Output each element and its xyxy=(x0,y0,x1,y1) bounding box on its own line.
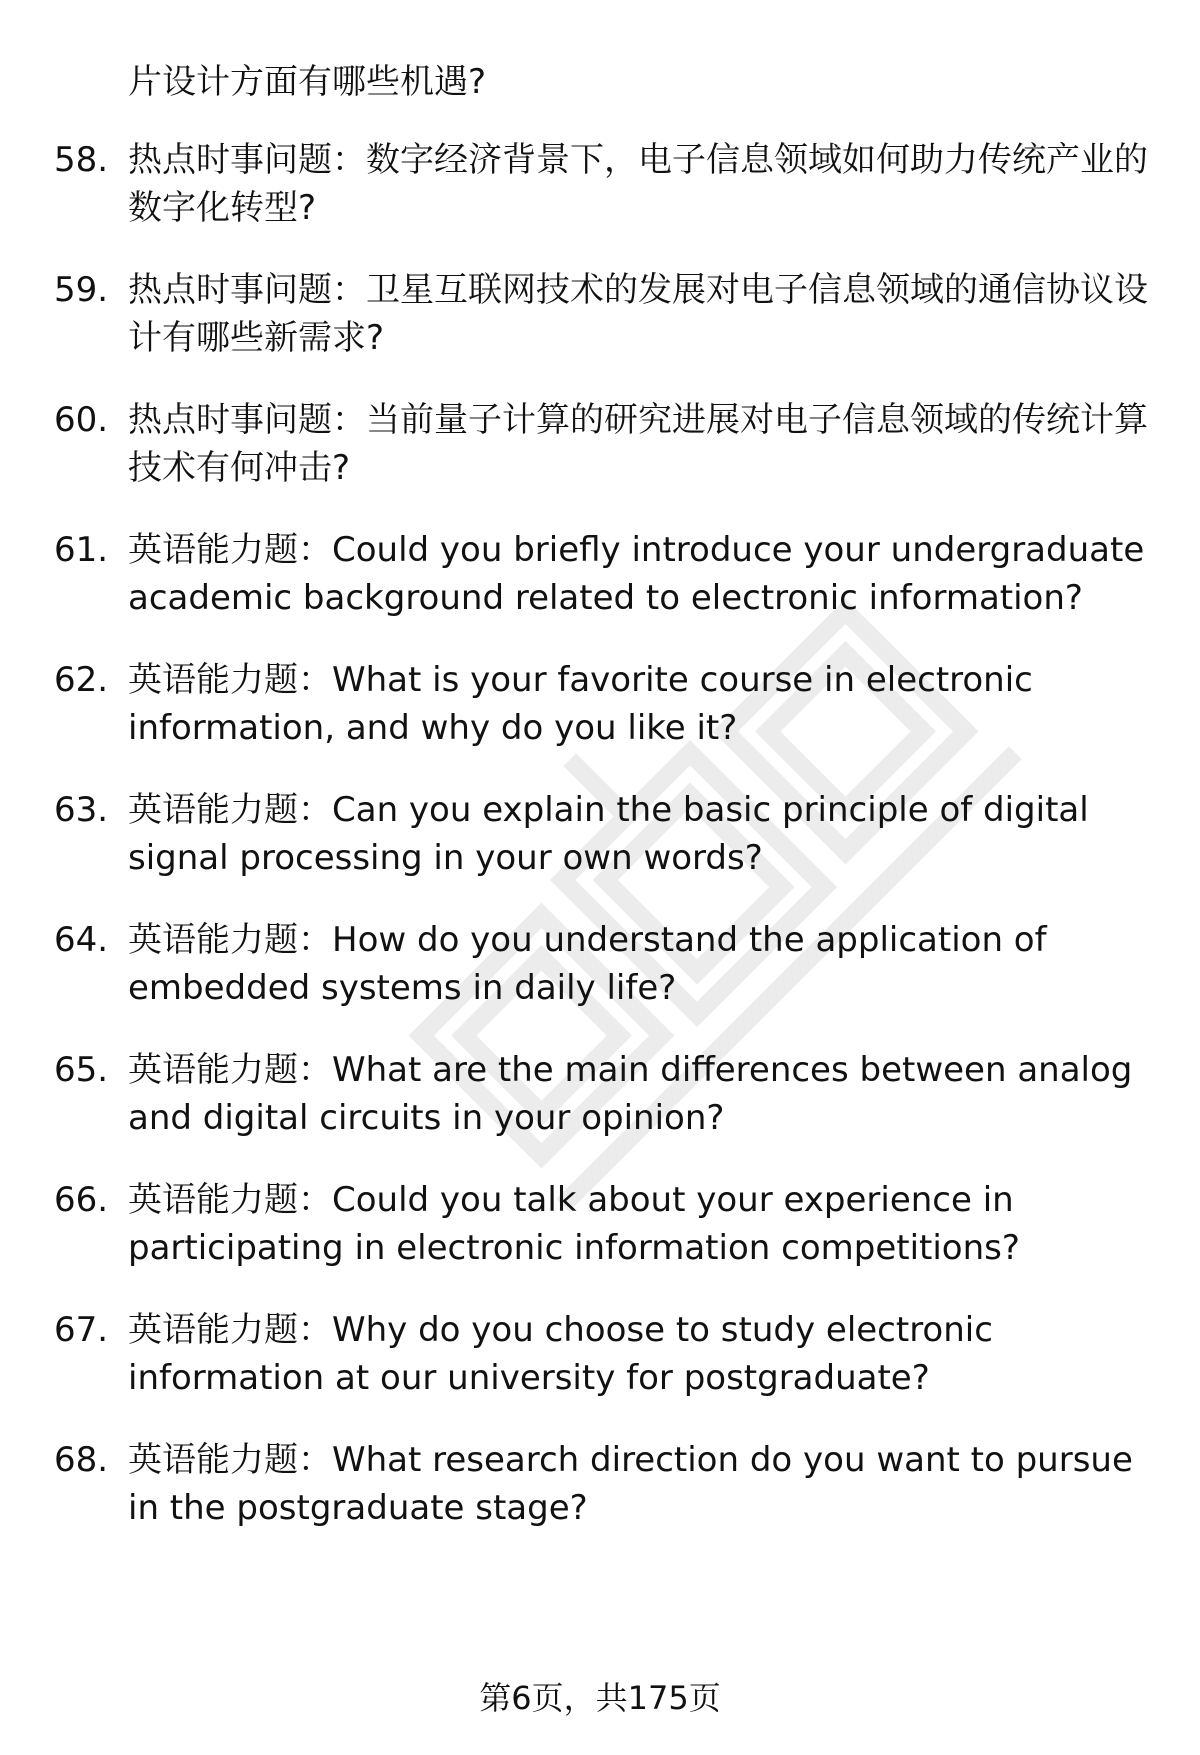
list-item xyxy=(0,786,1200,882)
question-text: 英语能力题：Why do you choose to study electronic information at our university for postgraduate? xyxy=(128,1310,993,1398)
question-number: 63. xyxy=(54,790,109,830)
question-number: 65. xyxy=(54,1050,109,1090)
question-text: 英语能力题：What is your favorite course in electronic information, and why do you like it? xyxy=(128,660,1033,748)
question-text: 英语能力题：Could you briefly introduce your undergraduate academic background related to electronic information? xyxy=(128,530,1145,618)
question-text: 热点时事问题：当前量子计算的研究进展对电子信息领域的传统计算技术有何冲击? xyxy=(128,400,1148,488)
question-text: 英语能力题：What research direction do you want to pursue in the postgraduate stage? xyxy=(128,1440,1133,1528)
question-text: 英语能力题：Could you talk about your experience in participating in electronic information competitions? xyxy=(128,1180,1020,1268)
question-number: 59. xyxy=(54,270,109,310)
list-item xyxy=(0,916,1200,1012)
list-item xyxy=(0,396,1200,492)
question-text: 热点时事问题：卫星互联网技术的发展对电子信息领域的通信协议设计有哪些新需求? xyxy=(128,270,1148,358)
continuation-text: 片设计方面有哪些机遇? xyxy=(128,62,487,102)
question-number: 61. xyxy=(54,530,109,570)
question-text: 热点时事问题：数字经济背景下，电子信息领域如何助力传统产业的数字化转型? xyxy=(128,140,1148,228)
list-item xyxy=(0,1176,1200,1272)
question-number: 67. xyxy=(54,1310,109,1350)
list-item xyxy=(0,656,1200,752)
question-number: 60. xyxy=(54,400,109,440)
question-text: 英语能力题：How do you understand the application of embedded systems in daily life? xyxy=(128,920,1047,1008)
question-list xyxy=(0,136,1200,1566)
list-item xyxy=(0,1046,1200,1142)
question-number: 66. xyxy=(54,1180,109,1220)
page-footer: 第6页，共175页 xyxy=(479,1679,721,1717)
list-item xyxy=(0,1306,1200,1402)
question-number: 64. xyxy=(54,920,109,960)
question-number: 68. xyxy=(54,1440,109,1480)
list-item xyxy=(0,1436,1200,1532)
question-number: 62. xyxy=(54,660,109,700)
question-text: 英语能力题：What are the main differences between analog and digital circuits in your opinion? xyxy=(128,1050,1133,1138)
list-item xyxy=(0,266,1200,362)
question-number: 58. xyxy=(54,140,109,180)
list-item xyxy=(0,136,1200,232)
question-text: 英语能力题：Can you explain the basic principle of digital signal processing in your own words? xyxy=(128,790,1089,878)
list-item xyxy=(0,526,1200,622)
